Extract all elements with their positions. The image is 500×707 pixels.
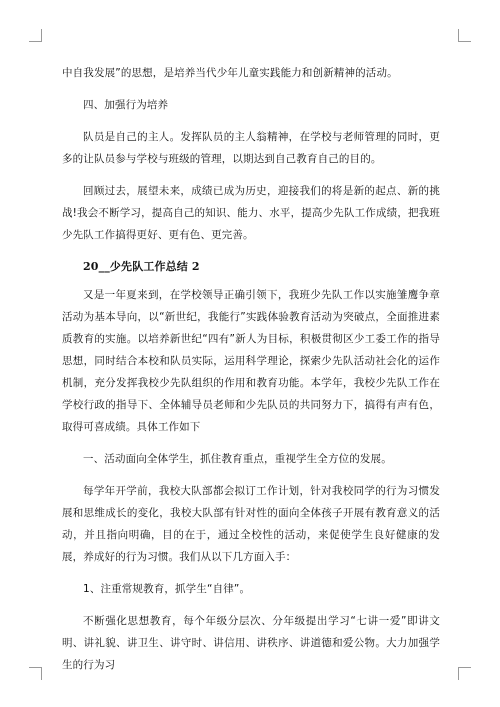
paragraph: 回顾过去，展望未来，成绩已成为历史，迎接我们的将是新的起点、新的挑战!我会不断学习，提高自己的知识、能力、水平，提高少先队工作成绩，把我班少先队工作搞得更好、更有色、更完善。 (62, 185, 440, 241)
document-title: 20__少先队工作总结 2 (83, 260, 200, 273)
crop-mark-bottom-right (458, 667, 471, 680)
section-heading: 四、加强行为培养 (83, 99, 169, 111)
section-heading: 一、活动面向全体学生，抓住教育重点，重视学生全方位的发展。 (83, 453, 392, 465)
crop-mark-top-left (29, 29, 42, 42)
paragraph: 不断强化思想教育，每个年级分层次、分年级提出学习“七讲一爱”即讲文明、讲礼貌、讲卫生、讲守时、讲信用、讲秩序、讲道德和爱公物。大力加强学生的行为习 (62, 615, 440, 671)
subsection-heading: 1、注重常规教育，抓学生“自律”。 (83, 583, 251, 595)
crop-mark-bottom-left (29, 667, 42, 680)
paragraph: 又是一年夏来到，在学校领导正确引领下，我班少先队工作以实施雏鹰争章活动为基本导向，以“新世纪，我能行”实践体验教育活动为突破点，全面推进素质教育的实施。以培养新世纪“四有”新人为目标，积极贯彻区少工委工作的指导思想，同时结合本校和队员实际，运用科学理论，探索少先队活动社会化的运作机制，充分发挥我校少先队组织的作用和教育功能。本学年，我校少先队工作在学校行政的指导下、全体辅导员老师和少先队员的共同努力下，搞得有声有色，取得可喜成绩。具体工作如下 (62, 289, 440, 433)
paragraph: 中自我发展”的思想，是培养当代少年儿童实践能力和创新精神的活动。 (62, 67, 398, 79)
document-body (62, 62, 440, 676)
crop-mark-top-right (458, 29, 471, 42)
paragraph: 队员是自己的主人。发挥队员的主人翁精神，在学校与老师管理的同时，更多的让队员参与学校与班级的管理，以期达到自己教育自己的目的。 (62, 131, 440, 165)
paragraph: 每学年开学前，我校大队部都会拟订工作计划，针对我校同学的行为习惯发展和思维成长的变化，我校大队部有针对性的面向全体孩子开展有教育意义的活动，并且指向明确，目的在于，通过全校性的活动，来促使学生良好健康的发展，养成好的行为习惯。我们从以下几方面入手： (62, 485, 440, 563)
